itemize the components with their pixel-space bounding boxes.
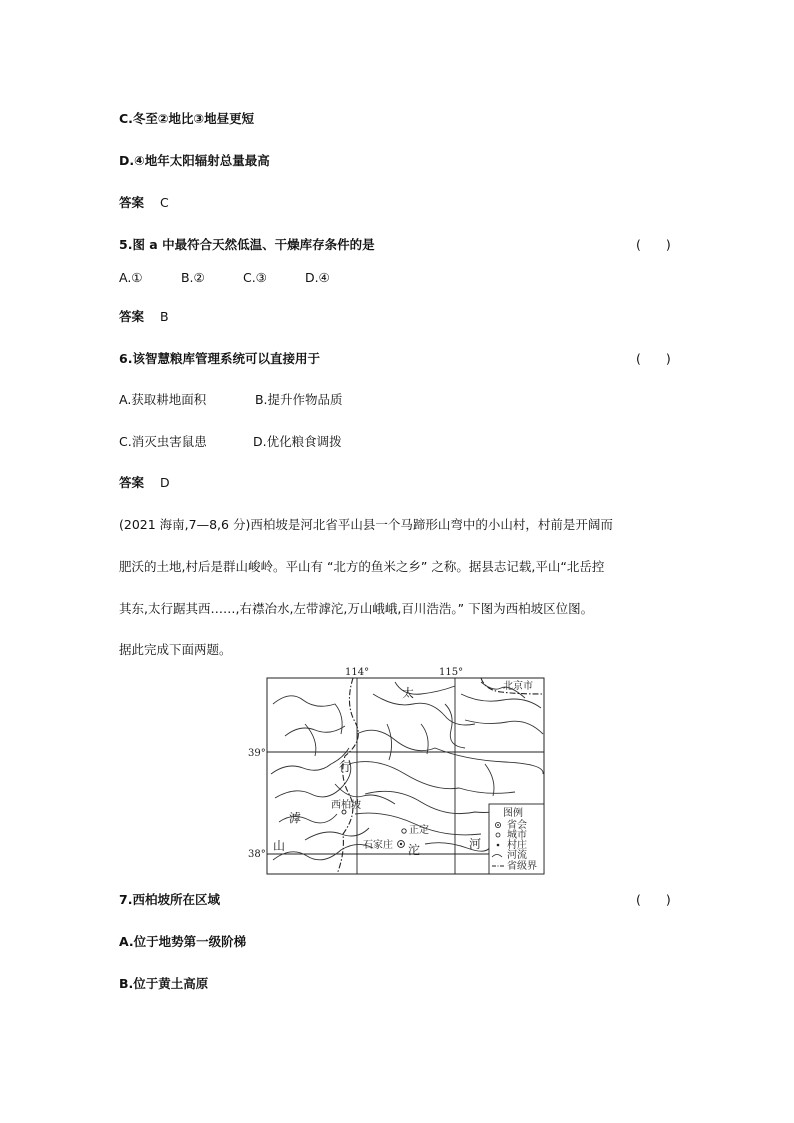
question-7-option-a: A.位于地势第一级阶梯 — [119, 934, 247, 949]
location-map — [245, 664, 555, 879]
beijing-label: 北京市 — [503, 681, 533, 692]
legend-river-label: 河流 — [507, 850, 527, 861]
question-6-options-row1 — [119, 390, 343, 408]
question-7-stem: 7.西柏坡所在区域 — [119, 892, 220, 907]
answer-6 — [119, 473, 170, 491]
zhengding-label: 正定 — [409, 825, 429, 836]
option-d: D.④ — [304, 270, 330, 285]
hu-label: 滹 — [289, 811, 302, 825]
shan-label: 山 — [273, 839, 286, 853]
question-5-options — [119, 270, 330, 285]
option-d: D.优化粮食调拨 — [252, 434, 342, 449]
tuo-label: 沱 — [408, 843, 421, 857]
xibaipo-label: 西柏坡 — [331, 800, 361, 811]
hang-label: 行 — [339, 760, 352, 774]
tai-label: 太 — [402, 686, 415, 700]
option-c: C.消灭虫害鼠患 — [119, 434, 207, 449]
lon-114-label: 114° — [345, 667, 370, 678]
question-6-paren: ( ) — [636, 351, 671, 366]
question-7-paren: ( ) — [636, 892, 671, 907]
legend-capital-icon-dot — [497, 824, 499, 826]
answer-label: 答案 — [119, 475, 145, 490]
question-6-stem: 6.该智慧粮库管理系统可以直接用于 — [119, 351, 320, 366]
legend-village-icon — [497, 844, 500, 847]
option-c-prev: C.冬至②地比③地昼更短 — [119, 111, 255, 126]
option-c: C.③ — [242, 270, 267, 285]
question-5-paren: ( ) — [636, 237, 671, 252]
lat-39-label: 39° — [248, 748, 266, 759]
lat-38-label: 38° — [248, 849, 266, 860]
passage-line-2: 肥沃的土地,村后是群山峻岭。平山有 “北方的鱼米之乡” 之称。据县志记载,平山“北岳控 — [119, 559, 605, 574]
legend-city-label: 城市 — [507, 830, 527, 841]
legend-boundary-label: 省级界 — [507, 861, 537, 872]
option-d-prev: D.④地年太阳辐射总量最高 — [119, 153, 270, 168]
legend-capital-label: 省会 — [507, 820, 527, 831]
answer-label: 答案 — [119, 195, 145, 210]
answer-value: C — [160, 195, 169, 210]
legend-title: 图例 — [503, 808, 523, 819]
option-b: B.提升作物品质 — [254, 392, 343, 407]
option-a: A.获取耕地面积 — [119, 392, 207, 407]
he-label: 河 — [469, 837, 482, 851]
answer-5 — [119, 307, 169, 325]
answer-value: B — [160, 309, 169, 324]
legend-village-label: 村庄 — [507, 840, 527, 851]
answer-label: 答案 — [119, 309, 145, 324]
shijiazhuang-label: 石家庄 — [363, 840, 393, 851]
answer-prev — [119, 193, 169, 211]
answer-value: D — [160, 475, 170, 490]
question-5-stem: 5.图 a 中最符合天然低温、干燥库存条件的是 — [119, 237, 375, 252]
option-b: B.② — [180, 270, 205, 285]
option-a: A.① — [119, 270, 143, 285]
passage-line-1: (2021 海南,7—8,6 分)西柏坡是河北省平山县一个马蹄形山弯中的小山村，村前是开阔而 — [119, 517, 613, 532]
question-6-options-row2 — [119, 432, 342, 450]
passage-line-3: 其东,太行踞其西……,右襟冶水,左带滹沱,万山峨峨,百川浩浩。” 下图为西柏坡区位图。 — [119, 601, 594, 616]
passage-line-4: 据此完成下面两题。 — [119, 642, 232, 657]
lon-115-label: 115° — [439, 667, 464, 678]
shijiazhuang-marker-dot — [400, 843, 402, 845]
question-7-option-b: B.位于黄土高原 — [119, 976, 209, 991]
map-legend — [489, 804, 544, 874]
